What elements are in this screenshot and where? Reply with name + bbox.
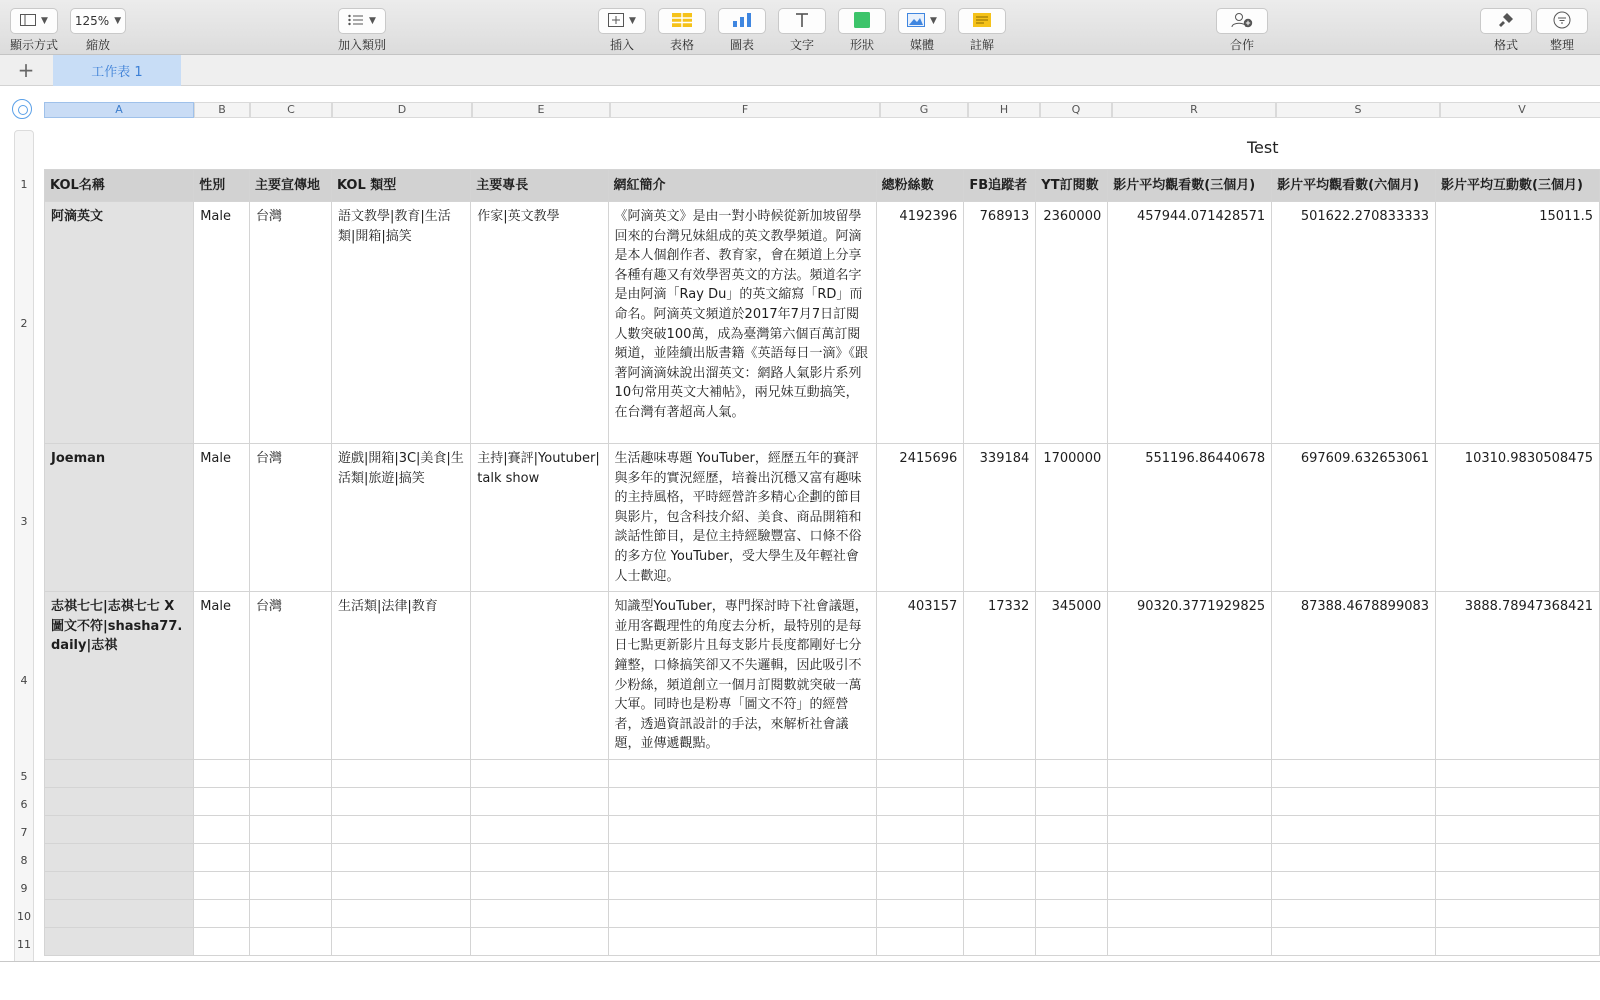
total-fans-cell[interactable]: 2415696 xyxy=(876,444,964,592)
empty-cell[interactable] xyxy=(471,759,608,787)
empty-cell[interactable] xyxy=(876,899,964,927)
comment-note-icon xyxy=(973,13,991,30)
avg-views-6m-cell[interactable]: 697609.632653061 xyxy=(1272,444,1436,592)
chevron-down-icon: ▼ xyxy=(114,16,122,26)
yt-subscribers-cell[interactable]: 345000 xyxy=(1036,592,1108,760)
empty-cell[interactable] xyxy=(608,843,876,871)
table-button[interactable] xyxy=(658,8,706,34)
empty-cell[interactable] xyxy=(471,871,608,899)
header-cell-kol-name[interactable]: KOL名稱 xyxy=(45,170,194,202)
avg-interactions-3m-cell[interactable]: 15011.5 xyxy=(1436,202,1600,444)
empty-cell[interactable] xyxy=(471,927,608,955)
chevron-down-icon: ▼ xyxy=(629,16,636,26)
collaborate-label: 合作 xyxy=(1229,38,1254,52)
empty-cell[interactable] xyxy=(876,759,964,787)
text-button[interactable] xyxy=(778,8,826,34)
empty-cell[interactable] xyxy=(1036,759,1108,787)
table-title-text: Test xyxy=(1247,138,1279,157)
shape-label: 形狀 xyxy=(849,38,874,52)
table-row xyxy=(45,843,1600,871)
bar-chart-icon xyxy=(732,13,752,30)
zoom-control xyxy=(70,8,126,53)
empty-cell[interactable] xyxy=(250,787,332,815)
empty-cell[interactable] xyxy=(45,787,194,815)
empty-cell[interactable] xyxy=(1436,787,1600,815)
gender-cell[interactable]: Male xyxy=(194,592,250,760)
row-number[interactable]: 5 xyxy=(20,770,28,783)
empty-cell[interactable] xyxy=(964,843,1036,871)
header-cell-specialty[interactable]: 主要專長 xyxy=(471,170,608,202)
table-row xyxy=(45,592,1600,760)
tab-sheet-1[interactable]: 工作表 1 xyxy=(53,55,181,86)
empty-cell[interactable] xyxy=(250,759,332,787)
empty-cell[interactable] xyxy=(250,871,332,899)
empty-cell[interactable] xyxy=(1272,843,1436,871)
specialty-cell[interactable] xyxy=(471,592,608,760)
column-header[interactable]: H xyxy=(968,102,1040,118)
collaborate-button[interactable] xyxy=(1216,8,1268,34)
table-row xyxy=(45,871,1600,899)
insert-control xyxy=(598,8,646,53)
empty-cell[interactable] xyxy=(964,787,1036,815)
header-cell-avg-interactions-3m[interactable]: 影片平均互動數(三個月) xyxy=(1436,170,1600,202)
row-number[interactable]: 10 xyxy=(17,910,31,923)
header-row xyxy=(45,170,1600,202)
empty-cell[interactable] xyxy=(1036,787,1108,815)
empty-cell[interactable] xyxy=(876,843,964,871)
empty-cell[interactable] xyxy=(1272,815,1436,843)
table-row xyxy=(45,787,1600,815)
chevron-down-icon: ▼ xyxy=(369,16,376,26)
empty-cell[interactable] xyxy=(608,815,876,843)
column-header[interactable]: S xyxy=(1276,102,1440,118)
empty-cell[interactable] xyxy=(964,927,1036,955)
text-control xyxy=(778,8,826,53)
yt-subscribers-cell[interactable]: 2360000 xyxy=(1036,202,1108,444)
avg-interactions-3m-cell[interactable]: 10310.9830508475 xyxy=(1436,444,1600,592)
intro-cell[interactable]: 知識型YouTuber，專門探討時下社會議題，並用客觀理性的角度去分析，最特別的是每日七點更新影片且每支影片長度都剛好七分鐘整，口條搞笑卻又不失邏輯，因此吸引不少粉絲，頻道創立一個月訂閱數就突破一萬大軍。同時也是粉專「圖文不符」的經營者，透過資訊設計的手法，來解析社會議題，並傳遞觀點。 xyxy=(608,592,876,760)
paintbrush-icon xyxy=(1498,12,1514,31)
empty-cell[interactable] xyxy=(964,815,1036,843)
row-number[interactable]: 3 xyxy=(20,515,28,528)
empty-cell[interactable] xyxy=(608,927,876,955)
empty-cell[interactable] xyxy=(331,759,470,787)
total-fans-cell[interactable]: 4192396 xyxy=(876,202,964,444)
specialty-cell[interactable]: 作家|英文教學 xyxy=(471,202,608,444)
empty-cell[interactable] xyxy=(45,843,194,871)
empty-cell[interactable] xyxy=(45,759,194,787)
comment-control xyxy=(958,8,1006,53)
header-cell-avg-views-6m[interactable]: 影片平均觀看數(六個月) xyxy=(1272,170,1436,202)
table-row xyxy=(45,444,1600,592)
chart-control xyxy=(718,8,766,53)
table-row xyxy=(45,899,1600,927)
chart-button[interactable] xyxy=(718,8,766,34)
gender-cell[interactable]: Male xyxy=(194,202,250,444)
collaborate-person-icon xyxy=(1231,12,1253,31)
region-cell[interactable]: 台灣 xyxy=(250,592,332,760)
avg-views-3m-cell[interactable]: 551196.86440678 xyxy=(1108,444,1272,592)
empty-cell[interactable] xyxy=(250,899,332,927)
empty-cell[interactable] xyxy=(1272,759,1436,787)
organize-label: 整理 xyxy=(1549,38,1574,52)
kol-table xyxy=(44,169,1600,956)
fb-followers-cell[interactable]: 17332 xyxy=(964,592,1036,760)
empty-cell[interactable] xyxy=(1272,899,1436,927)
organize-control xyxy=(1536,8,1588,53)
zoom-label: 縮放 xyxy=(85,38,110,52)
empty-cell[interactable] xyxy=(1436,843,1600,871)
empty-cell[interactable] xyxy=(1108,843,1272,871)
row-number[interactable]: 9 xyxy=(20,882,28,895)
fb-followers-cell[interactable]: 768913 xyxy=(964,202,1036,444)
format-control xyxy=(1480,8,1532,53)
empty-cell[interactable] xyxy=(194,759,250,787)
empty-cell[interactable] xyxy=(964,759,1036,787)
empty-cell[interactable] xyxy=(331,787,470,815)
empty-cell[interactable] xyxy=(45,815,194,843)
empty-cell[interactable] xyxy=(964,871,1036,899)
total-fans-cell[interactable]: 403157 xyxy=(876,592,964,760)
list-icon xyxy=(348,14,364,29)
view-button[interactable] xyxy=(10,8,58,34)
empty-cell[interactable] xyxy=(250,815,332,843)
row-number[interactable]: 2 xyxy=(20,317,28,330)
empty-cell[interactable] xyxy=(1436,815,1600,843)
empty-rows xyxy=(45,759,1600,955)
row-number[interactable]: 4 xyxy=(20,674,28,687)
table-row xyxy=(45,815,1600,843)
empty-cell[interactable] xyxy=(471,899,608,927)
intro-cell[interactable]: 《阿滴英文》是由一對小時候從新加坡留學回來的台灣兄妹組成的英文教學頻道。阿滴是本人個創作者、教育家，會在頻道上分享各種有趣又有效學習英文的方法。頻道名字是由阿滴「Ray Du」的英文縮寫「RD」而命名。阿滴英文頻道於2017年7月7日訂閱人數突破100萬，成為臺灣第六個百萬訂閱頻道，並陸續出版書籍《英語每日一滴》《跟著阿滴滴妹說出溜英文：網路人氣影片系列10句常用英文大補帖》，兩兄妹互動搞笑，在台灣有著超高人氣。 xyxy=(608,202,876,444)
format-label: 格式 xyxy=(1493,38,1518,52)
category-label: 加入類別 xyxy=(338,38,387,52)
empty-cell[interactable] xyxy=(331,815,470,843)
avg-views-6m-cell[interactable]: 501622.270833333 xyxy=(1272,202,1436,444)
empty-cell[interactable] xyxy=(1036,927,1108,955)
table-control xyxy=(658,8,706,53)
zoom-select[interactable] xyxy=(70,8,126,34)
empty-cell[interactable] xyxy=(1108,815,1272,843)
empty-cell[interactable] xyxy=(876,787,964,815)
row-number[interactable]: 8 xyxy=(20,854,28,867)
empty-cell[interactable] xyxy=(194,815,250,843)
shape-square-icon xyxy=(854,12,870,31)
chevron-down-icon: ▼ xyxy=(41,16,48,26)
column-header[interactable]: E xyxy=(472,102,610,118)
select-all-table-button[interactable] xyxy=(12,99,32,119)
empty-cell[interactable] xyxy=(1108,927,1272,955)
empty-cell[interactable] xyxy=(331,899,470,927)
header-cell-gender[interactable]: 性別 xyxy=(194,170,250,202)
avg-views-3m-cell[interactable]: 90320.3771929825 xyxy=(1108,592,1272,760)
gender-cell[interactable]: Male xyxy=(194,444,250,592)
empty-cell[interactable] xyxy=(250,927,332,955)
table-title[interactable] xyxy=(44,138,1600,164)
empty-cell[interactable] xyxy=(1272,787,1436,815)
empty-cell[interactable] xyxy=(45,927,194,955)
collaborate-control xyxy=(1216,8,1268,53)
empty-cell[interactable] xyxy=(45,899,194,927)
empty-cell[interactable] xyxy=(1436,927,1600,955)
header-cell-avg-views-3m[interactable]: 影片平均觀看數(三個月) xyxy=(1108,170,1272,202)
header-cell-fb-followers[interactable]: FB追蹤者 xyxy=(964,170,1036,202)
empty-cell[interactable] xyxy=(876,815,964,843)
header-cell-intro[interactable]: 網紅簡介 xyxy=(608,170,876,202)
header-cell-kol-type[interactable]: KOL 類型 xyxy=(331,170,470,202)
table-row xyxy=(45,927,1600,955)
empty-cell[interactable] xyxy=(1036,815,1108,843)
table-label: 表格 xyxy=(669,38,694,52)
avg-views-6m-cell[interactable]: 87388.4678899083 xyxy=(1272,592,1436,760)
view-control xyxy=(10,8,58,53)
insert-button[interactable] xyxy=(598,8,646,34)
text-t-icon xyxy=(794,12,810,31)
intro-cell[interactable]: 生活趣味專題 YouTuber，經歷五年的賽評與多年的實況經歷，培養出沉穩又富有趣味的主持風格，平時經營許多精心企劃的節目與影片，包含科技介紹、美食、商品開箱和談話性節目，是位主持經驗豐富、口條不俗的多方位 YouTuber，受大學生及年輕社會人士歡迎。 xyxy=(608,444,876,592)
avg-views-3m-cell[interactable]: 457944.071428571 xyxy=(1108,202,1272,444)
sheet-tab-bar xyxy=(0,55,1600,86)
empty-cell[interactable] xyxy=(471,787,608,815)
comment-button[interactable] xyxy=(958,8,1006,34)
avg-interactions-3m-cell[interactable]: 3888.78947368421 xyxy=(1436,592,1600,760)
empty-cell[interactable] xyxy=(608,899,876,927)
empty-cell[interactable] xyxy=(45,871,194,899)
specialty-cell[interactable]: 主持|賽評|Youtuber|talk show xyxy=(471,444,608,592)
empty-cell[interactable] xyxy=(876,927,964,955)
add-category-button[interactable] xyxy=(338,8,386,34)
empty-cell[interactable] xyxy=(876,871,964,899)
empty-cell[interactable] xyxy=(250,843,332,871)
table-row xyxy=(45,759,1600,787)
media-label: 媒體 xyxy=(909,38,934,52)
format-button[interactable] xyxy=(1480,8,1532,34)
insert-label: 插入 xyxy=(609,38,634,52)
empty-cell[interactable] xyxy=(331,927,470,955)
empty-cell[interactable] xyxy=(1436,871,1600,899)
chevron-down-icon: ▼ xyxy=(930,16,937,26)
media-control xyxy=(898,8,946,53)
empty-cell[interactable] xyxy=(1436,899,1600,927)
filter-sort-icon xyxy=(1553,11,1571,32)
column-header[interactable]: C xyxy=(250,102,332,118)
category-control xyxy=(338,8,386,53)
column-header[interactable]: Q xyxy=(1040,102,1112,118)
empty-cell[interactable] xyxy=(608,871,876,899)
empty-cell[interactable] xyxy=(194,927,250,955)
empty-cell[interactable] xyxy=(1272,871,1436,899)
header-cell-region[interactable]: 主要宣傳地 xyxy=(250,170,332,202)
add-sheet-button[interactable]: + xyxy=(17,58,35,82)
empty-cell[interactable] xyxy=(194,871,250,899)
empty-cell[interactable] xyxy=(331,871,470,899)
toolbar xyxy=(0,0,1600,55)
organize-button[interactable] xyxy=(1536,8,1588,34)
empty-cell[interactable] xyxy=(1272,927,1436,955)
row-number[interactable]: 7 xyxy=(20,826,28,839)
row-number[interactable]: 1 xyxy=(20,178,28,191)
empty-cell[interactable] xyxy=(194,899,250,927)
empty-cell[interactable] xyxy=(1036,899,1108,927)
region-cell[interactable]: 台灣 xyxy=(250,444,332,592)
comment-label: 註解 xyxy=(969,38,994,52)
image-icon xyxy=(907,13,925,30)
kol-name-cell[interactable]: 阿滴英文 xyxy=(45,202,194,444)
empty-cell[interactable] xyxy=(194,787,250,815)
column-header[interactable]: R xyxy=(1112,102,1276,118)
empty-cell[interactable] xyxy=(608,787,876,815)
empty-cell[interactable] xyxy=(1108,787,1272,815)
column-header[interactable]: G xyxy=(880,102,968,118)
yt-subscribers-cell[interactable]: 1700000 xyxy=(1036,444,1108,592)
kol-name-cell[interactable]: Joeman xyxy=(45,444,194,592)
row-number[interactable]: 6 xyxy=(20,798,28,811)
insert-plus-icon xyxy=(608,13,624,30)
empty-cell[interactable] xyxy=(1436,759,1600,787)
kol-type-cell[interactable]: 遊戲|開箱|3C|美食|生活類|旅遊|搞笑 xyxy=(331,444,470,592)
shape-control xyxy=(838,8,886,53)
empty-cell[interactable] xyxy=(1036,871,1108,899)
column-header[interactable]: V xyxy=(1440,102,1600,118)
table-icon xyxy=(672,13,692,30)
row-number[interactable]: 11 xyxy=(17,938,31,951)
text-label: 文字 xyxy=(789,38,814,52)
chart-label: 圖表 xyxy=(729,38,754,52)
region-cell[interactable]: 台灣 xyxy=(250,202,332,444)
table-row xyxy=(45,202,1600,444)
fb-followers-cell[interactable]: 339184 xyxy=(964,444,1036,592)
window-bottom-divider xyxy=(0,961,1600,962)
empty-cell[interactable] xyxy=(471,843,608,871)
kol-name-cell[interactable]: 志祺七七|志祺七七 X 圖文不符|shasha77.daily|志祺 xyxy=(45,592,194,760)
sidebar-view-icon xyxy=(20,14,36,29)
header-cell-yt-subscribers[interactable]: YT訂閱數 xyxy=(1036,170,1108,202)
empty-cell[interactable] xyxy=(1108,899,1272,927)
kol-type-cell[interactable]: 生活類|法律|教育 xyxy=(331,592,470,760)
empty-cell[interactable] xyxy=(964,899,1036,927)
column-header[interactable]: D xyxy=(332,102,472,118)
column-header[interactable]: F xyxy=(610,102,880,118)
empty-cell[interactable] xyxy=(471,815,608,843)
column-header[interactable]: A xyxy=(44,102,194,118)
column-header[interactable]: B xyxy=(194,102,250,118)
empty-cell[interactable] xyxy=(194,843,250,871)
shape-button[interactable] xyxy=(838,8,886,34)
empty-cell[interactable] xyxy=(608,759,876,787)
media-button[interactable] xyxy=(898,8,946,34)
empty-cell[interactable] xyxy=(331,843,470,871)
empty-cell[interactable] xyxy=(1108,759,1272,787)
header-cell-total-fans[interactable]: 總粉絲數 xyxy=(876,170,964,202)
kol-type-cell[interactable]: 語文教學|教育|生活類|開箱|搞笑 xyxy=(331,202,470,444)
empty-cell[interactable] xyxy=(1036,843,1108,871)
view-label: 顯示方式 xyxy=(10,38,59,52)
empty-cell[interactable] xyxy=(1108,871,1272,899)
zoom-value: 125% xyxy=(74,14,110,28)
